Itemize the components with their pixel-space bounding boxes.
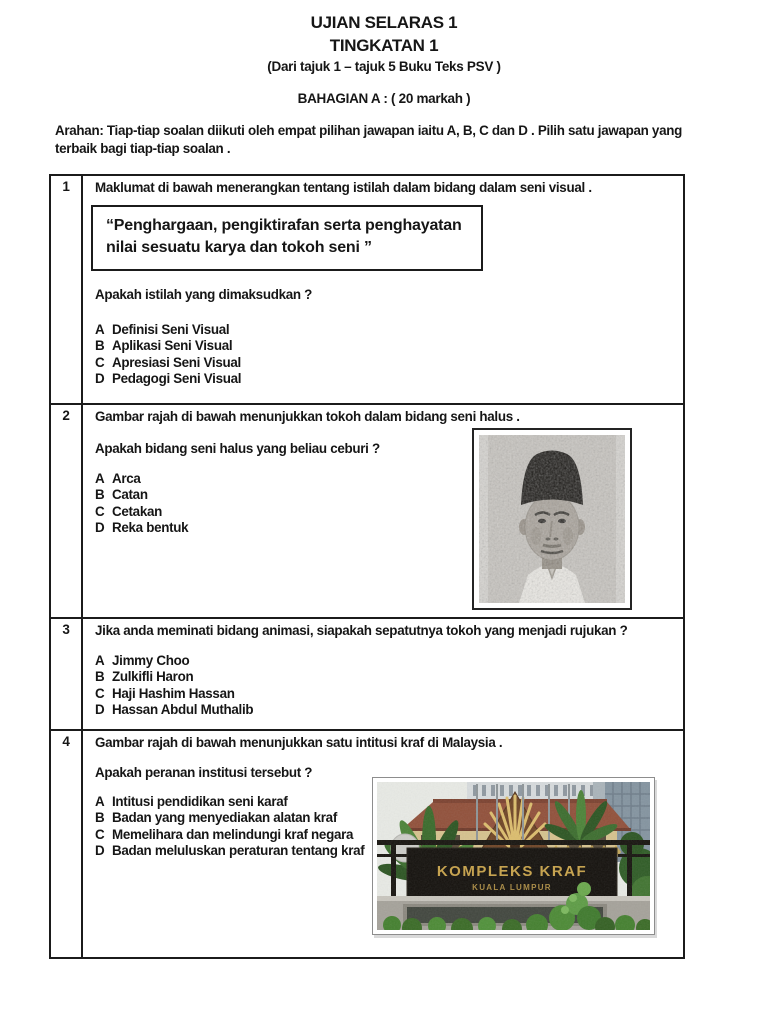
exam-topic-range: (Dari tajuk 1 – tajuk 5 Buku Teks PSV ) — [267, 59, 501, 74]
option-a — [95, 653, 673, 669]
option-b — [95, 338, 673, 354]
question-prompt: Apakah peranan institusi tersebut ? — [95, 765, 313, 780]
options-list — [95, 653, 673, 719]
quote-line-1: “Penghargaan, pengiktirafan serta penghayatan — [106, 217, 462, 234]
option-text: Catan — [112, 487, 148, 503]
option-text: Arca — [112, 471, 141, 486]
option-letter: C — [95, 503, 105, 519]
exam-form-level: TINGKATAN 1 — [329, 36, 439, 55]
sign-text-line2: KUALA LUMPUR — [472, 883, 552, 892]
option-letter: C — [95, 354, 105, 370]
quote-line-2: nilai sesuatu karya dan tokoh seni ” — [106, 238, 372, 256]
option-a — [95, 322, 673, 338]
question-stem: Gambar rajah di bawah menunjukkan satu intitusi kraf di Malaysia . — [95, 735, 503, 750]
option-letter: C — [95, 685, 105, 701]
option-text: Haji Hashim Hassan — [112, 685, 235, 701]
question-body-2 — [83, 405, 683, 617]
question-number: 4 — [51, 731, 83, 957]
question-stem: Jika anda meminati bidang animasi, siapakah sepatutnya tokoh yang menjadi rujukan ? — [95, 623, 628, 638]
section-heading: BAHAGIAN A : ( 20 markah ) — [297, 91, 471, 106]
question-row-1 — [51, 176, 683, 405]
option-b — [95, 669, 673, 685]
option-text: Pedagogi Seni Visual — [112, 371, 242, 387]
option-letter: C — [95, 826, 105, 842]
option-letter: D — [95, 843, 105, 859]
option-text: Jimmy Choo — [112, 653, 190, 668]
quote-box — [91, 205, 483, 271]
question-body-4 — [83, 731, 683, 957]
sign-text-line1: KOMPLEKS KRAF — [436, 863, 588, 880]
question-prompt: Apakah istilah yang dimaksudkan ? — [95, 287, 313, 302]
exam-title: UJIAN SELARAS 1 — [310, 13, 458, 32]
option-text: Badan yang menyediakan alatan kraf — [112, 810, 337, 826]
option-letter: A — [95, 653, 105, 668]
option-letter: D — [95, 371, 105, 387]
option-letter: A — [95, 794, 105, 809]
option-letter: A — [95, 471, 105, 486]
kraf-complex-photo — [372, 777, 655, 935]
option-text: Memelihara dan melindungi kraf negara — [112, 826, 354, 842]
question-number: 1 — [51, 176, 83, 403]
question-body-1 — [83, 176, 683, 403]
option-letter: B — [95, 487, 105, 503]
option-letter: B — [95, 338, 105, 354]
instructions — [55, 122, 703, 157]
portrait-illustration — [479, 435, 625, 603]
option-text: Intitusi pendidikan seni karaf — [112, 794, 288, 809]
option-text: Aplikasi Seni Visual — [112, 338, 233, 354]
question-prompt: Apakah bidang seni halus yang beliau ceburi ? — [95, 441, 380, 456]
option-d — [95, 371, 673, 387]
question-stem: Maklumat di bawah menerangkan tentang istilah dalam bidang dalam seni visual . — [95, 180, 592, 195]
options-list — [95, 322, 673, 388]
option-text: Definisi Seni Visual — [112, 322, 230, 337]
option-letter: B — [95, 669, 105, 685]
option-letter: B — [95, 810, 105, 826]
option-c — [95, 355, 673, 371]
option-letter: D — [95, 702, 105, 718]
option-text: Cetakan — [112, 503, 162, 519]
question-row-2 — [51, 405, 683, 619]
option-text: Badan meluluskan peraturan tentang kraf — [112, 843, 365, 859]
question-number: 3 — [51, 619, 83, 729]
option-letter: A — [95, 322, 105, 337]
instructions-text: Tiap-tiap soalan diikuti oleh empat pilihan jawapan iaitu A, B, C dan D . Pilih satu jawapan yang terbaik bagi tiap-tiap soalan . — [55, 123, 682, 156]
option-text: Reka bentuk — [112, 520, 189, 536]
question-stem: Gambar rajah di bawah menunjukkan tokoh dalam bidang seni halus . — [95, 409, 520, 424]
option-text: Hassan Abdul Muthalib — [112, 702, 254, 718]
question-number: 2 — [51, 405, 83, 617]
option-c — [95, 686, 673, 702]
question-body-3 — [83, 619, 683, 729]
option-letter: D — [95, 520, 105, 536]
option-text: Zulkifli Haron — [112, 669, 194, 685]
instructions-label: Arahan: — [55, 123, 104, 138]
option-d — [95, 702, 673, 718]
option-text: Apresiasi Seni Visual — [112, 354, 241, 370]
question-row-4 — [51, 731, 683, 957]
question-table — [49, 174, 685, 959]
kraf-complex-illustration — [377, 782, 650, 930]
tokoh-portrait-photo — [472, 428, 632, 610]
question-row-3 — [51, 619, 683, 731]
